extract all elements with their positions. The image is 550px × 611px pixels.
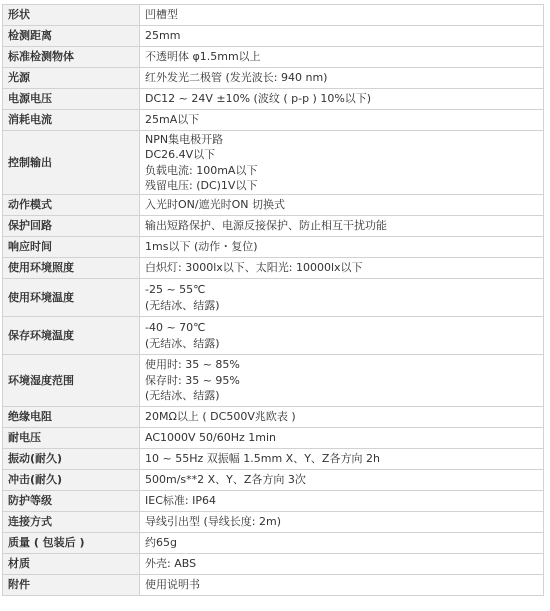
- spec-row: [3, 110, 544, 131]
- spec-value-line: NPN集电极开路: [145, 132, 224, 146]
- spec-value: [140, 258, 544, 279]
- spec-label: 质量 ( 包装后 ): [3, 533, 140, 554]
- spec-label: 动作模式: [3, 195, 140, 216]
- spec-value-line: DC12 ~ 24V ±10% (波纹 ( p-p ) 10%以下): [145, 92, 372, 106]
- spec-value: [140, 26, 544, 47]
- spec-row: [3, 317, 544, 355]
- spec-value: [140, 407, 544, 428]
- spec-label: 保存环境温度: [3, 317, 140, 355]
- spec-value-line: (无结冰、结露): [145, 298, 220, 312]
- spec-value-line: 25mA以下: [145, 113, 200, 127]
- spec-row: [3, 237, 544, 258]
- spec-value-line: 约65g: [145, 536, 177, 550]
- spec-value: [140, 216, 544, 237]
- spec-value: [140, 512, 544, 533]
- spec-label: 耐电压: [3, 428, 140, 449]
- spec-label: 环境湿度范围: [3, 355, 140, 407]
- spec-value: [140, 195, 544, 216]
- spec-row: [3, 533, 544, 554]
- spec-value-line: 使用说明书: [145, 578, 200, 592]
- spec-value: [140, 47, 544, 68]
- spec-label: 冲击(耐久): [3, 470, 140, 491]
- spec-value-line: 导线引出型 (导线长度: 2m): [145, 515, 281, 529]
- spec-row: [3, 512, 544, 533]
- spec-value: [140, 5, 544, 26]
- spec-value: [140, 110, 544, 131]
- spec-label: 使用环境照度: [3, 258, 140, 279]
- spec-value: [140, 428, 544, 449]
- spec-value-line: 不透明体 φ1.5mm以上: [145, 50, 261, 64]
- spec-row: [3, 195, 544, 216]
- spec-value: [140, 68, 544, 89]
- spec-label: 振动(耐久): [3, 449, 140, 470]
- spec-label: 连接方式: [3, 512, 140, 533]
- spec-label: 控制输出: [3, 131, 140, 195]
- spec-row: [3, 258, 544, 279]
- spec-label: 使用环境温度: [3, 279, 140, 317]
- spec-value-line: 负载电流: 100mA以下: [145, 163, 258, 177]
- spec-label: 附件: [3, 575, 140, 596]
- spec-value: [140, 449, 544, 470]
- spec-row: [3, 470, 544, 491]
- spec-value-line: -25 ~ 55℃: [145, 283, 206, 296]
- spec-table-body: [3, 5, 544, 596]
- spec-value: [140, 317, 544, 355]
- spec-value: [140, 89, 544, 110]
- spec-row: [3, 355, 544, 407]
- spec-row: [3, 491, 544, 512]
- spec-value-line: DC26.4V以下: [145, 148, 216, 161]
- spec-value-line: 外壳: ABS: [145, 557, 197, 571]
- spec-value: [140, 131, 544, 195]
- spec-row: [3, 575, 544, 596]
- spec-value: [140, 533, 544, 554]
- spec-value-line: 残留电压: (DC)1V以下: [145, 179, 258, 192]
- spec-row: [3, 449, 544, 470]
- spec-row: [3, 68, 544, 89]
- spec-value-line: (无结冰、结露): [145, 389, 220, 403]
- spec-value-line: 输出短路保护、电源反接保护、防止相互干扰功能: [145, 219, 387, 233]
- spec-value: [140, 491, 544, 512]
- spec-value-line: 白炽灯: 3000lx以下、太阳光: 10000lx以下: [145, 261, 363, 275]
- spec-value-line: (无结冰、结露): [145, 336, 220, 350]
- spec-label: 标准检测物体: [3, 47, 140, 68]
- spec-row: [3, 279, 544, 317]
- spec-table: [2, 4, 544, 596]
- spec-value: [140, 554, 544, 575]
- spec-label: 绝缘电阻: [3, 407, 140, 428]
- spec-value: [140, 470, 544, 491]
- spec-label: 保护回路: [3, 216, 140, 237]
- spec-row: [3, 216, 544, 237]
- spec-value: [140, 355, 544, 407]
- spec-value-line: 20MΩ以上 ( DC500V兆欧表 ): [145, 410, 296, 424]
- spec-value-line: AC1000V 50/60Hz 1min: [145, 431, 277, 445]
- spec-label: 响应时间: [3, 237, 140, 258]
- spec-value-line: 入光时ON/遮光时ON 切换式: [145, 198, 285, 212]
- spec-value-line: 凹槽型: [145, 8, 178, 22]
- spec-label: 防护等级: [3, 491, 140, 512]
- spec-value-line: 使用时: 35 ~ 85%: [145, 358, 240, 372]
- spec-value-line: 25mm: [145, 29, 181, 43]
- spec-row: [3, 428, 544, 449]
- spec-value-line: 保存时: 35 ~ 95%: [145, 373, 240, 387]
- spec-value-line: 红外发光二极管 (发光波长: 940 nm): [145, 71, 328, 85]
- spec-value: [140, 575, 544, 596]
- spec-value-line: IEC标准: IP64: [145, 494, 216, 508]
- spec-label: 电源电压: [3, 89, 140, 110]
- spec-label: 光源: [3, 68, 140, 89]
- spec-value-line: -40 ~ 70℃: [145, 321, 206, 334]
- spec-row: [3, 89, 544, 110]
- spec-label: 材质: [3, 554, 140, 575]
- spec-row: [3, 47, 544, 68]
- spec-value: [140, 237, 544, 258]
- spec-row: [3, 26, 544, 47]
- spec-value-line: 500m/s**2 X、Y、Z各方向 3次: [145, 473, 306, 487]
- spec-value: [140, 279, 544, 317]
- spec-row: [3, 407, 544, 428]
- spec-row: [3, 5, 544, 26]
- spec-label: 形状: [3, 5, 140, 26]
- spec-label: 消耗电流: [3, 110, 140, 131]
- spec-value-line: 10 ~ 55Hz 双振幅 1.5mm X、Y、Z各方向 2h: [145, 452, 380, 466]
- spec-row: [3, 554, 544, 575]
- spec-label: 检测距离: [3, 26, 140, 47]
- spec-value-line: 1ms以下 (动作・复位): [145, 240, 258, 254]
- spec-row: [3, 131, 544, 195]
